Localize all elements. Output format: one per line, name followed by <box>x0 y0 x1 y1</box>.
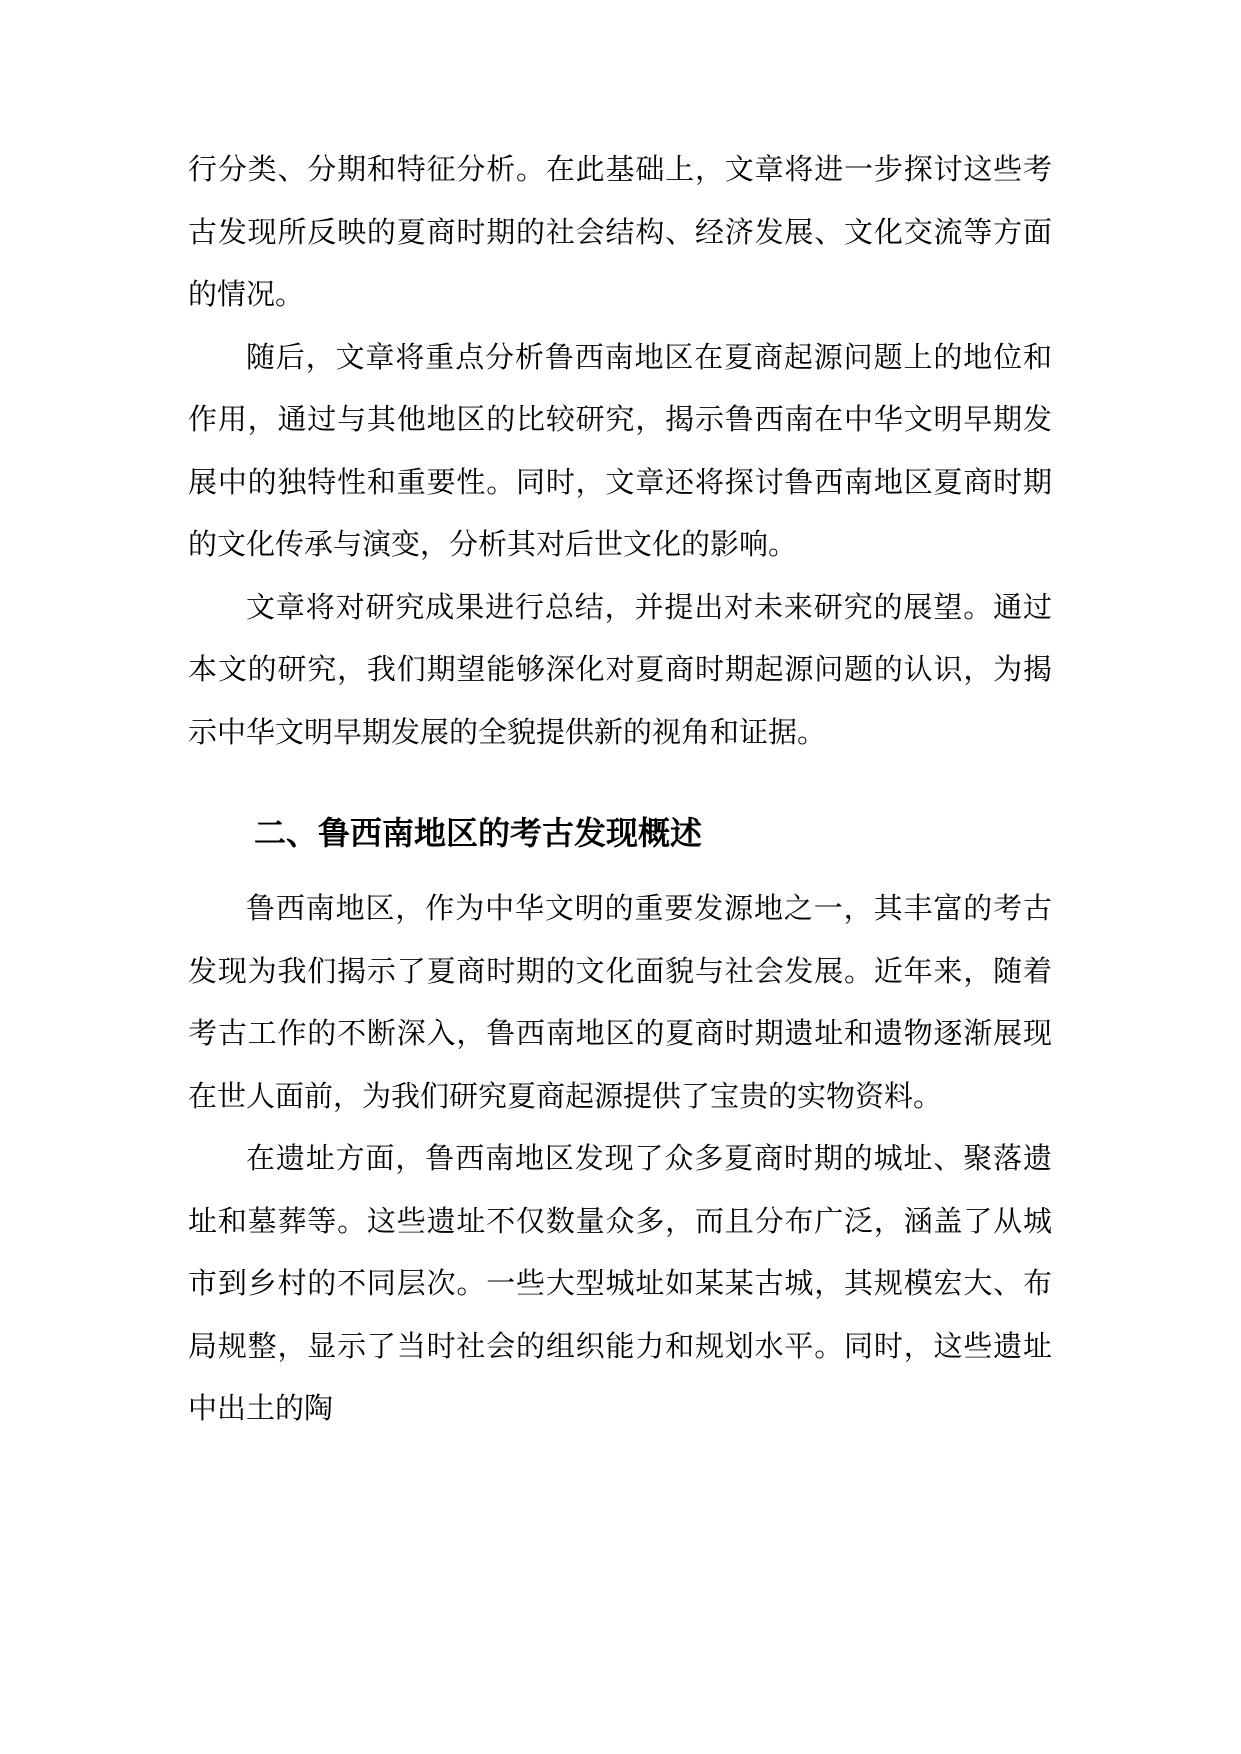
paragraph: 随后，文章将重点分析鲁西南地区在夏商起源问题上的地位和作用，通过与其他地区的比较研究，揭示鲁西南在中华文明早期发展中的独特性和重要性。同时，文章还将探讨鲁西南地区夏商时期的文化传承与演变，分析其对后世文化的影响。 <box>188 339 1052 561</box>
paragraph-continued: 行分类、分期和特征分析。在此基础上，文章将进一步探讨这些考古发现所反映的夏商时期的社会结构、经济发展、文化交流等方面的情况。 <box>188 152 1052 311</box>
paragraph: 在遗址方面，鲁西南地区发现了众多夏商时期的城址、聚落遗址和墓葬等。这些遗址不仅数量众多，而且分布广泛，涵盖了从城市到乡村的不同层次。一些大型城址如某某古城，其规模宏大、布局规整，显示了当时社会的组织能力和规划水平。同时，这些遗址中出土的陶 <box>188 1141 1052 1425</box>
section-heading: 二、鲁西南地区的考古发现概述 <box>254 814 703 852</box>
paragraph: 文章将对研究成果进行总结，并提出对未来研究的展望。通过本文的研究，我们期望能够深化对夏商时期起源问题的认识，为揭示中华文明早期发展的全貌提供新的视角和证据。 <box>188 589 1052 749</box>
document-body <box>188 138 1052 1440</box>
paragraph: 鲁西南地区，作为中华文明的重要发源地之一，其丰富的考古发现为我们揭示了夏商时期的文化面貌与社会发展。近年来，随着考古工作的不断深入，鲁西南地区的夏商时期遗址和遗物逐渐展现在世人面前，为我们研究夏商起源提供了宝贵的实物资料。 <box>188 891 1052 1113</box>
